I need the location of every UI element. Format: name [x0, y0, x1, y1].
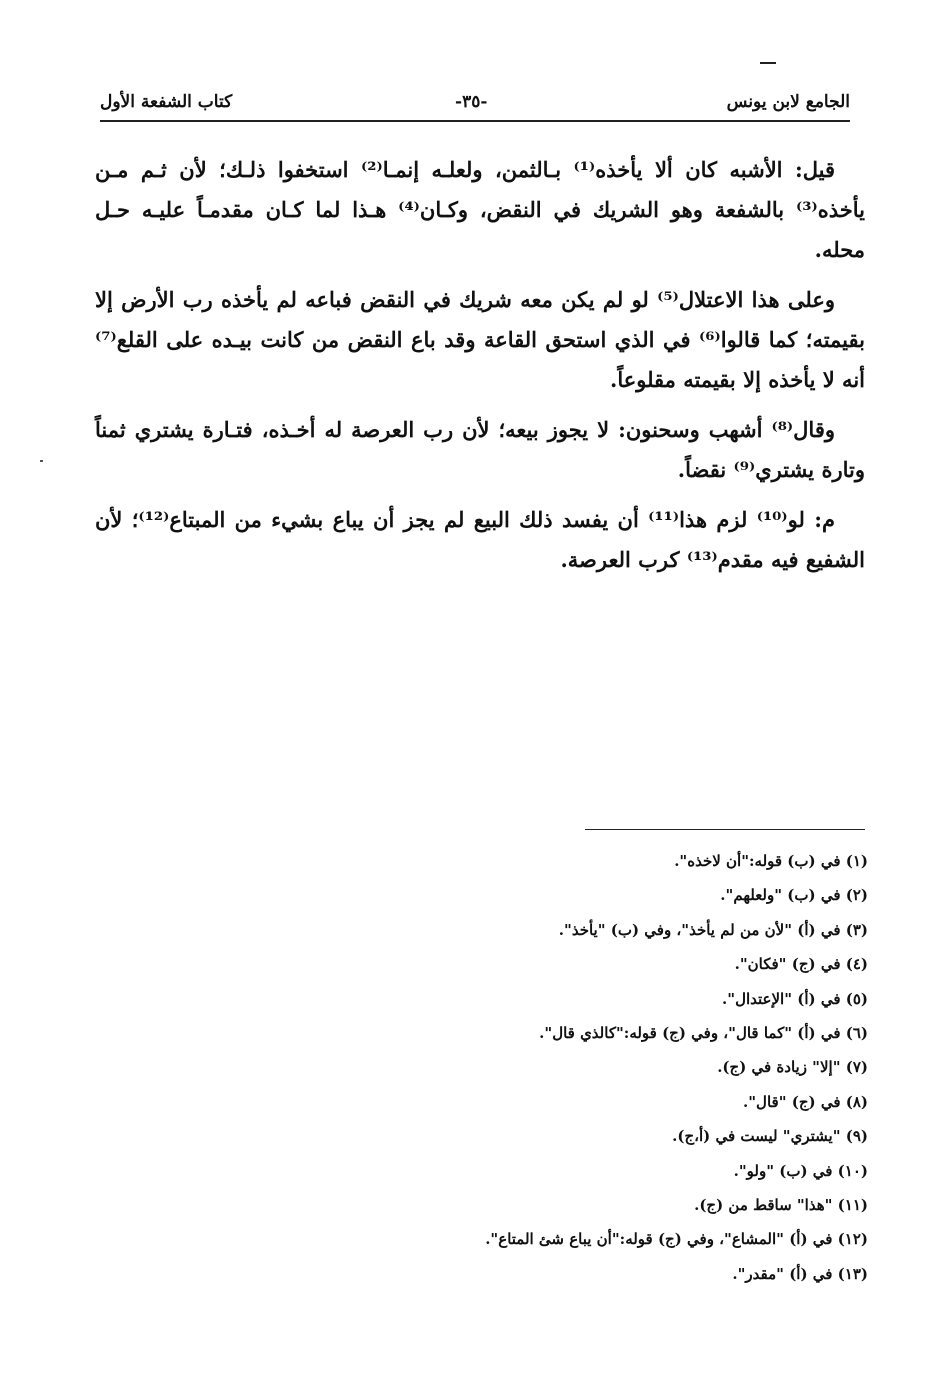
scan-speck: [40, 460, 43, 462]
footnote-separator: [585, 829, 865, 830]
footnote: (٧) "إلا" زيادة في (ج).: [717, 1058, 868, 1077]
footnote: (١٢) في (أ) "المشاع"، وفي (ج) قوله:"أن يباع شئ المتاع".: [485, 1230, 868, 1249]
paragraph: وقال⁽⁸⁾ أشهب وسحنون: لا يجوز بيعه؛ لأن رب العرصة له أخـذه، فتـارة يشتري ثمناً وتارة يشتري⁽⁹⁾ نقضاً.: [95, 417, 865, 482]
footnote: (١٠) في (ب) "ولو".: [733, 1161, 868, 1180]
footnote: (٥) في (أ) "الإعتدال".: [722, 989, 868, 1008]
footnote: (١١) "هذا" ساقط من (ج).: [694, 1196, 868, 1215]
footnote: (٣) في (أ) "لأن من لم يأخذ"، وفي (ب) "يأخذ".: [558, 920, 868, 939]
footnote: (٤) في (ج) "فكان".: [734, 955, 868, 974]
footnote: (٢) في (ب) "ولعلهم".: [720, 886, 868, 905]
footnote: (٩) "يشتري" ليست في (أ،ج).: [672, 1127, 868, 1146]
main-text: [95, 150, 865, 590]
header-book-title: الجامع لابن يونس: [726, 92, 850, 112]
footnotes: [300, 844, 868, 1291]
footnote: (١٣) في (أ) "مقدر".: [732, 1264, 868, 1283]
paragraph: قيل: الأشبه كان ألا يأخذه⁽¹⁾ بـالثمن، ولعلـه إنمـا⁽²⁾ استخفوا ذلـك؛ لأن ثـم مـن يأخذه⁽³⁾ بالشفعة وهو الشريك في النقض، وكـان⁽⁴⁾ هـذا لما كـان مقدمـاً عليـه حـل محله.: [95, 157, 865, 262]
header-chapter-title: كتاب الشفعة الأول: [100, 92, 233, 112]
paragraph: م: لو⁽¹⁰⁾ لزم هذا⁽¹¹⁾ أن يفسد ذلك البيع لم يجز أن يباع بشيء من المبتاع⁽¹²⁾؛ لأن الشفيع فيه مقدم⁽¹³⁾ كرب العرصة.: [95, 507, 865, 572]
running-header: [100, 88, 850, 122]
footnote: (١) في (ب) قوله:"أن لاخذه".: [674, 852, 868, 870]
footnote: (٨) في (ج) "قال".: [743, 1092, 868, 1111]
scan-mark: [760, 62, 776, 64]
paragraph: وعلى هذا الاعتلال⁽⁵⁾ لو لم يكن معه شريك في النقض فباعه لم يأخذه رب الأرض إلا بقيمته؛ كما قالوا⁽⁶⁾ في الذي استحق القاعة وقد باع النقض من كانت بيـده على القلع⁽⁷⁾ أنه لا يأخذه إلا بقيمته مقلوعاً.: [95, 287, 865, 392]
footnote: (٦) في (أ) "كما قال"، وفي (ج) قوله:"كالذي قال".: [539, 1024, 868, 1043]
page-number: -٣٥-: [455, 92, 488, 112]
